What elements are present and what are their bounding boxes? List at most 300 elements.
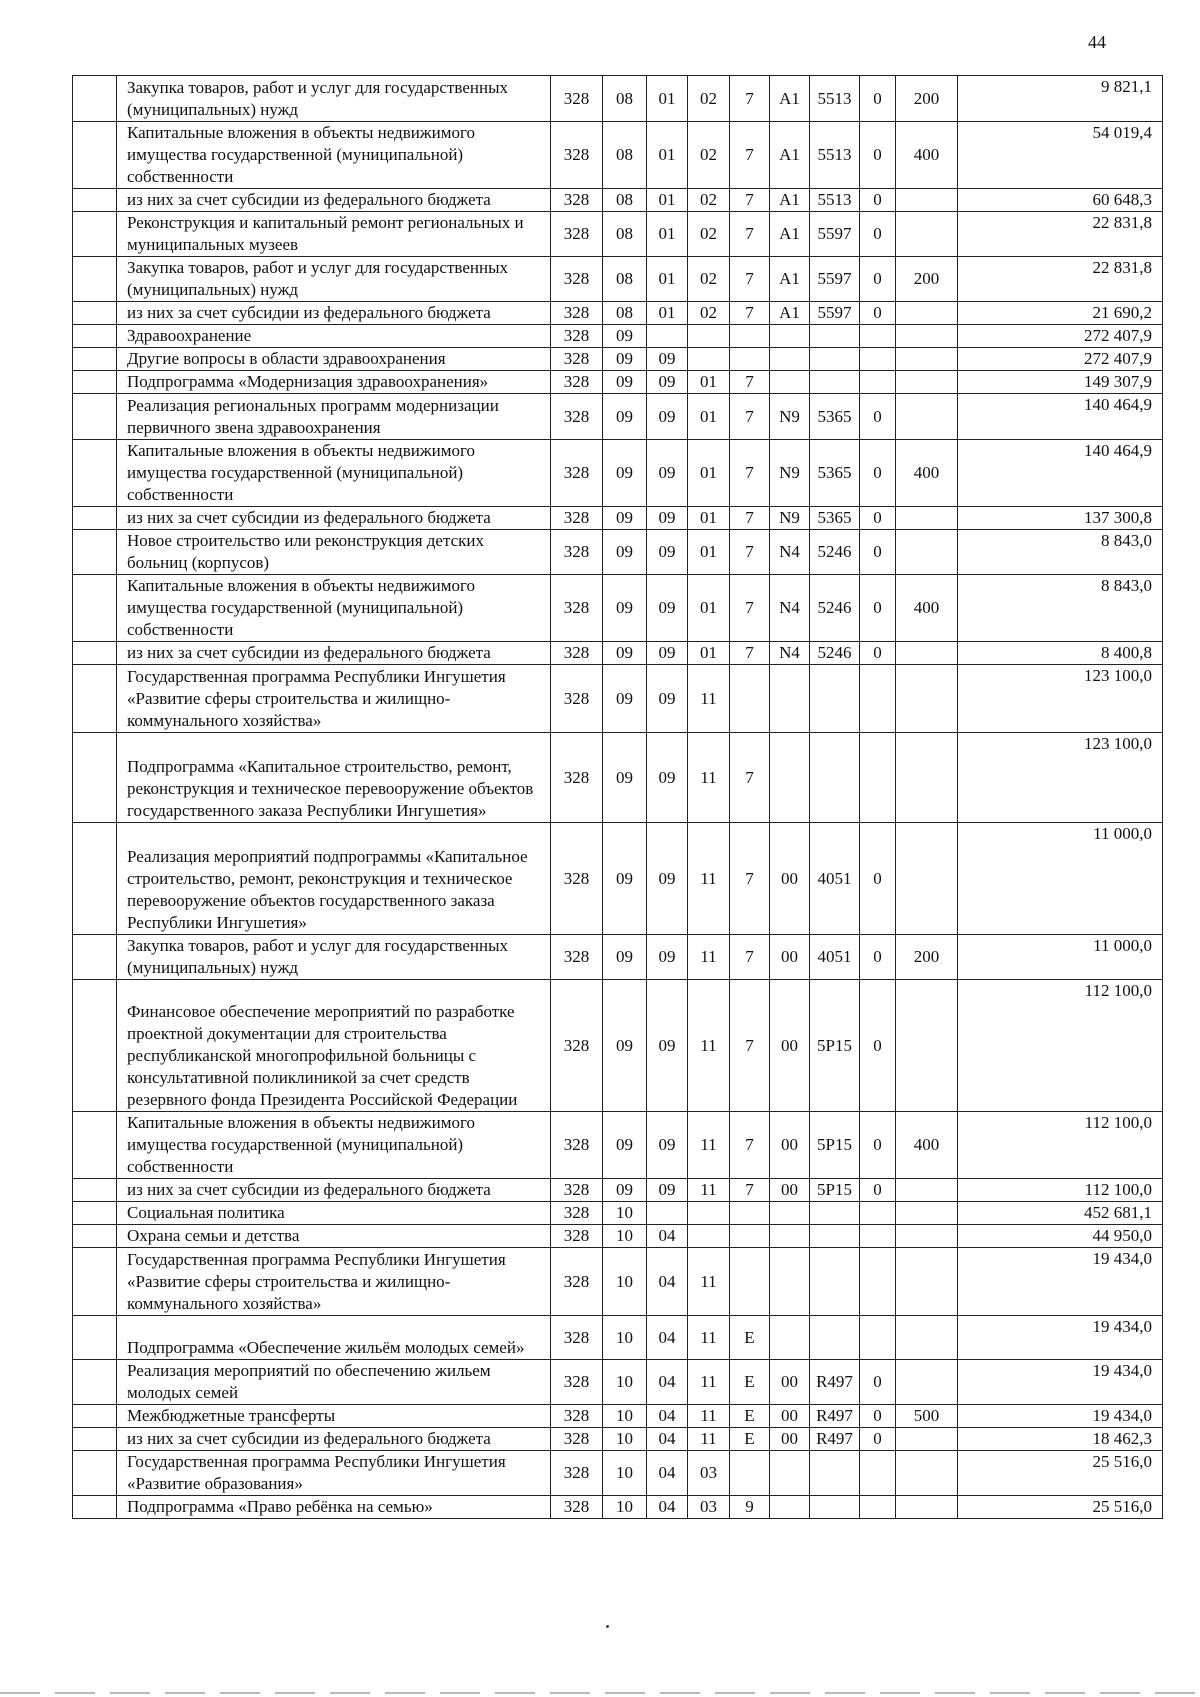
item-name-cell: Здравоохранение [117, 325, 551, 348]
amount-cell: 137 300,8 [958, 507, 1163, 530]
expense-type-code-cell: 500 [896, 1405, 958, 1428]
blank-cell [73, 733, 117, 823]
expense-code-cell: 5597 [810, 302, 860, 325]
subsection-code-cell: 09 [647, 440, 688, 507]
amount-cell: 19 434,0 [958, 1316, 1163, 1360]
kind-code-cell: 0 [860, 440, 896, 507]
section-code-cell: 09 [603, 980, 647, 1112]
subsection-code-cell: 09 [647, 371, 688, 394]
expense-type-code-cell [896, 1360, 958, 1405]
expense-type-code-cell [896, 348, 958, 371]
subsection-code-cell: 09 [647, 507, 688, 530]
section-code-cell: 09 [603, 1179, 647, 1202]
subprogram-code-cell: 7 [730, 980, 770, 1112]
page-number: 44 [1088, 32, 1106, 52]
admin-code-cell: 328 [551, 1428, 603, 1451]
subprogram-code-cell [730, 348, 770, 371]
item-name-cell: Подпрограмма «Модернизация здравоохранения» [117, 371, 551, 394]
amount-cell: 140 464,9 [958, 440, 1163, 507]
expense-type-code-cell [896, 371, 958, 394]
direction-code-cell: А1 [770, 302, 810, 325]
kind-code-cell: 0 [860, 507, 896, 530]
program-code-cell [688, 1225, 730, 1248]
blank-cell [73, 935, 117, 980]
section-code-cell: 09 [603, 733, 647, 823]
amount-cell: 54 019,4 [958, 122, 1163, 189]
blank-cell [73, 302, 117, 325]
direction-code-cell [770, 1316, 810, 1360]
table-row [73, 1405, 1163, 1428]
amount-cell: 112 100,0 [958, 1112, 1163, 1179]
table-row [73, 665, 1163, 733]
admin-code-cell: 328 [551, 212, 603, 257]
item-name-cell: Капитальные вложения в объекты недвижимого имущества государственной (муниципальной) собственности [117, 122, 551, 189]
kind-code-cell: 0 [860, 1360, 896, 1405]
program-code-cell [688, 1202, 730, 1225]
blank-cell [73, 575, 117, 642]
expense-code-cell [810, 1496, 860, 1519]
admin-code-cell: 328 [551, 302, 603, 325]
section-code-cell: 10 [603, 1405, 647, 1428]
scan-edge-line [0, 1692, 1200, 1694]
program-code-cell [688, 348, 730, 371]
kind-code-cell: 0 [860, 530, 896, 575]
blank-cell [73, 1405, 117, 1428]
subprogram-code-cell [730, 665, 770, 733]
table-row [73, 189, 1163, 212]
direction-code-cell: 00 [770, 1112, 810, 1179]
subsection-code-cell: 01 [647, 257, 688, 302]
subprogram-code-cell: 7 [730, 122, 770, 189]
amount-cell: 8 400,8 [958, 642, 1163, 665]
blank-cell [73, 1179, 117, 1202]
program-code-cell: 11 [688, 1112, 730, 1179]
item-name-cell: Закупка товаров, работ и услуг для государственных (муниципальных) нужд [117, 76, 551, 122]
program-code-cell: 01 [688, 575, 730, 642]
admin-code-cell: 328 [551, 1316, 603, 1360]
expense-code-cell: 5365 [810, 440, 860, 507]
blank-cell [73, 212, 117, 257]
subsection-code-cell: 09 [647, 394, 688, 440]
section-code-cell: 09 [603, 394, 647, 440]
subsection-code-cell: 09 [647, 642, 688, 665]
expense-code-cell: 5365 [810, 394, 860, 440]
table-row [73, 212, 1163, 257]
program-code-cell: 01 [688, 530, 730, 575]
subprogram-code-cell: Е [730, 1428, 770, 1451]
program-code-cell: 11 [688, 980, 730, 1112]
expense-code-cell: 4051 [810, 935, 860, 980]
admin-code-cell: 328 [551, 980, 603, 1112]
direction-code-cell: 00 [770, 1428, 810, 1451]
amount-cell: 272 407,9 [958, 348, 1163, 371]
admin-code-cell: 328 [551, 665, 603, 733]
program-code-cell: 11 [688, 665, 730, 733]
amount-cell: 8 843,0 [958, 575, 1163, 642]
item-name-cell: Капитальные вложения в объекты недвижимого имущества государственной (муниципальной) собственности [117, 1112, 551, 1179]
program-code-cell: 11 [688, 1360, 730, 1405]
kind-code-cell [860, 1316, 896, 1360]
amount-cell: 8 843,0 [958, 530, 1163, 575]
direction-code-cell [770, 1496, 810, 1519]
budget-table [72, 75, 1163, 1519]
blank-cell [73, 1202, 117, 1225]
expense-code-cell: 5513 [810, 76, 860, 122]
table-row [73, 348, 1163, 371]
program-code-cell: 11 [688, 935, 730, 980]
item-name-cell: Реализация мероприятий по обеспечению жильем молодых семей [117, 1360, 551, 1405]
subprogram-code-cell: 7 [730, 1112, 770, 1179]
blank-cell [73, 325, 117, 348]
admin-code-cell: 328 [551, 76, 603, 122]
item-name-cell: Реконструкция и капитальный ремонт региональных и муниципальных музеев [117, 212, 551, 257]
expense-code-cell [810, 325, 860, 348]
section-code-cell: 09 [603, 575, 647, 642]
program-code-cell: 11 [688, 1405, 730, 1428]
expense-code-cell: R497 [810, 1405, 860, 1428]
admin-code-cell: 328 [551, 1451, 603, 1496]
program-code-cell: 11 [688, 733, 730, 823]
expense-type-code-cell [896, 1202, 958, 1225]
admin-code-cell: 328 [551, 1202, 603, 1225]
subprogram-code-cell [730, 1225, 770, 1248]
direction-code-cell [770, 1202, 810, 1225]
table-row [73, 1360, 1163, 1405]
blank-cell [73, 348, 117, 371]
direction-code-cell: N9 [770, 507, 810, 530]
expense-code-cell [810, 1316, 860, 1360]
program-code-cell: 02 [688, 257, 730, 302]
program-code-cell: 01 [688, 371, 730, 394]
kind-code-cell [860, 1248, 896, 1316]
admin-code-cell: 328 [551, 1179, 603, 1202]
program-code-cell: 02 [688, 302, 730, 325]
blank-cell [73, 122, 117, 189]
section-code-cell: 09 [603, 935, 647, 980]
kind-code-cell [860, 1225, 896, 1248]
expense-code-cell [810, 348, 860, 371]
section-code-cell: 08 [603, 76, 647, 122]
amount-cell: 25 516,0 [958, 1496, 1163, 1519]
kind-code-cell: 0 [860, 575, 896, 642]
direction-code-cell: А1 [770, 212, 810, 257]
expense-type-code-cell [896, 733, 958, 823]
subsection-code-cell: 04 [647, 1428, 688, 1451]
blank-cell [73, 189, 117, 212]
program-code-cell: 11 [688, 1179, 730, 1202]
admin-code-cell: 328 [551, 440, 603, 507]
direction-code-cell [770, 325, 810, 348]
subprogram-code-cell: Е [730, 1316, 770, 1360]
kind-code-cell [860, 1202, 896, 1225]
subprogram-code-cell [730, 1451, 770, 1496]
admin-code-cell: 328 [551, 507, 603, 530]
expense-type-code-cell [896, 1225, 958, 1248]
program-code-cell: 02 [688, 76, 730, 122]
direction-code-cell: 00 [770, 1360, 810, 1405]
kind-code-cell [860, 665, 896, 733]
admin-code-cell: 328 [551, 325, 603, 348]
program-code-cell: 11 [688, 1248, 730, 1316]
subprogram-code-cell: 7 [730, 440, 770, 507]
item-name-cell: Капитальные вложения в объекты недвижимого имущества государственной (муниципальной) собственности [117, 575, 551, 642]
expense-type-code-cell: 400 [896, 440, 958, 507]
program-code-cell: 02 [688, 122, 730, 189]
blank-cell [73, 1496, 117, 1519]
admin-code-cell: 328 [551, 1225, 603, 1248]
admin-code-cell: 328 [551, 1248, 603, 1316]
subprogram-code-cell: 9 [730, 1496, 770, 1519]
expense-code-cell: 5597 [810, 257, 860, 302]
expense-code-cell [810, 1225, 860, 1248]
section-code-cell: 09 [603, 530, 647, 575]
item-name-cell: Реализация региональных программ модернизации первичного звена здравоохранения [117, 394, 551, 440]
subprogram-code-cell: 7 [730, 189, 770, 212]
subsection-code-cell: 09 [647, 1179, 688, 1202]
expense-code-cell: 5513 [810, 189, 860, 212]
subsection-code-cell: 01 [647, 122, 688, 189]
amount-cell: 19 434,0 [958, 1405, 1163, 1428]
direction-code-cell: 00 [770, 935, 810, 980]
admin-code-cell: 328 [551, 575, 603, 642]
item-name-cell: Новое строительство или реконструкция детских больниц (корпусов) [117, 530, 551, 575]
subsection-code-cell: 01 [647, 189, 688, 212]
section-code-cell: 08 [603, 122, 647, 189]
direction-code-cell: N4 [770, 530, 810, 575]
subsection-code-cell: 09 [647, 980, 688, 1112]
item-name-cell: Другие вопросы в области здравоохранения [117, 348, 551, 371]
section-code-cell: 09 [603, 348, 647, 371]
subprogram-code-cell: 7 [730, 76, 770, 122]
subprogram-code-cell: 7 [730, 394, 770, 440]
item-name-cell: Государственная программа Республики Ингушетия «Развитие образования» [117, 1451, 551, 1496]
section-code-cell: 10 [603, 1360, 647, 1405]
expense-code-cell: 5513 [810, 122, 860, 189]
expense-type-code-cell [896, 1496, 958, 1519]
subsection-code-cell: 04 [647, 1451, 688, 1496]
expense-type-code-cell [896, 642, 958, 665]
section-code-cell: 09 [603, 665, 647, 733]
expense-code-cell: 5365 [810, 507, 860, 530]
table-row [73, 325, 1163, 348]
table-row [73, 733, 1163, 823]
expense-type-code-cell [896, 302, 958, 325]
admin-code-cell: 328 [551, 371, 603, 394]
amount-cell: 19 434,0 [958, 1248, 1163, 1316]
table-row [73, 1496, 1163, 1519]
admin-code-cell: 328 [551, 530, 603, 575]
item-name-cell: Охрана семьи и детства [117, 1225, 551, 1248]
direction-code-cell: А1 [770, 189, 810, 212]
admin-code-cell: 328 [551, 1405, 603, 1428]
blank-cell [73, 76, 117, 122]
item-name-cell: Социальная политика [117, 1202, 551, 1225]
table-row [73, 823, 1163, 935]
table-row [73, 1451, 1163, 1496]
direction-code-cell: А1 [770, 76, 810, 122]
table-row [73, 1225, 1163, 1248]
subprogram-code-cell: 7 [730, 575, 770, 642]
item-name-cell: из них за счет субсидии из федерального бюджета [117, 642, 551, 665]
expense-code-cell: 5597 [810, 212, 860, 257]
expense-type-code-cell [896, 980, 958, 1112]
kind-code-cell [860, 1451, 896, 1496]
expense-type-code-cell [896, 1248, 958, 1316]
direction-code-cell: N9 [770, 440, 810, 507]
item-name-cell: из них за счет субсидии из федерального бюджета [117, 1428, 551, 1451]
kind-code-cell: 0 [860, 189, 896, 212]
subprogram-code-cell [730, 325, 770, 348]
subsection-code-cell: 09 [647, 823, 688, 935]
kind-code-cell: 0 [860, 212, 896, 257]
amount-cell: 140 464,9 [958, 394, 1163, 440]
kind-code-cell [860, 371, 896, 394]
admin-code-cell: 328 [551, 733, 603, 823]
subprogram-code-cell: 7 [730, 371, 770, 394]
item-name-cell: Государственная программа Республики Ингушетия «Развитие сферы строительства и жилищно-коммунального хозяйства» [117, 1248, 551, 1316]
section-code-cell: 08 [603, 212, 647, 257]
subprogram-code-cell [730, 1202, 770, 1225]
subprogram-code-cell: 7 [730, 212, 770, 257]
amount-cell: 60 648,3 [958, 189, 1163, 212]
table-body [73, 76, 1163, 1519]
subprogram-code-cell: 7 [730, 935, 770, 980]
amount-cell: 21 690,2 [958, 302, 1163, 325]
subsection-code-cell [647, 325, 688, 348]
amount-cell: 123 100,0 [958, 665, 1163, 733]
table-row [73, 371, 1163, 394]
section-code-cell: 09 [603, 325, 647, 348]
amount-cell: 19 434,0 [958, 1360, 1163, 1405]
subsection-code-cell: 04 [647, 1225, 688, 1248]
section-code-cell: 09 [603, 1112, 647, 1179]
program-code-cell: 01 [688, 440, 730, 507]
expense-code-cell: 5Р15 [810, 980, 860, 1112]
blank-cell [73, 530, 117, 575]
amount-cell: 112 100,0 [958, 1179, 1163, 1202]
admin-code-cell: 328 [551, 1112, 603, 1179]
table-row [73, 1112, 1163, 1179]
admin-code-cell: 328 [551, 348, 603, 371]
subsection-code-cell [647, 1202, 688, 1225]
table-row [73, 575, 1163, 642]
table-row [73, 1316, 1163, 1360]
section-code-cell: 10 [603, 1225, 647, 1248]
program-code-cell: 02 [688, 212, 730, 257]
item-name-cell: из них за счет субсидии из федерального бюджета [117, 189, 551, 212]
section-code-cell: 09 [603, 371, 647, 394]
expense-code-cell: 5246 [810, 530, 860, 575]
direction-code-cell [770, 1451, 810, 1496]
admin-code-cell: 328 [551, 935, 603, 980]
direction-code-cell: N9 [770, 394, 810, 440]
section-code-cell: 10 [603, 1496, 647, 1519]
subsection-code-cell: 09 [647, 733, 688, 823]
item-name-cell: Межбюджетные трансферты [117, 1405, 551, 1428]
budget-table-container [72, 75, 1162, 1519]
table-row [73, 1428, 1163, 1451]
blank-cell [73, 823, 117, 935]
subsection-code-cell: 04 [647, 1316, 688, 1360]
subprogram-code-cell: 7 [730, 733, 770, 823]
amount-cell: 18 462,3 [958, 1428, 1163, 1451]
subsection-code-cell: 01 [647, 76, 688, 122]
amount-cell: 272 407,9 [958, 325, 1163, 348]
program-code-cell: 01 [688, 394, 730, 440]
expense-code-cell: R497 [810, 1428, 860, 1451]
direction-code-cell: 00 [770, 823, 810, 935]
expense-type-code-cell [896, 1428, 958, 1451]
section-code-cell: 09 [603, 642, 647, 665]
direction-code-cell: А1 [770, 257, 810, 302]
blank-cell [73, 1225, 117, 1248]
direction-code-cell: N4 [770, 575, 810, 642]
item-name-cell: из них за счет субсидии из федерального бюджета [117, 1179, 551, 1202]
kind-code-cell [860, 1496, 896, 1519]
expense-type-code-cell [896, 507, 958, 530]
section-code-cell: 10 [603, 1248, 647, 1316]
subsection-code-cell: 01 [647, 212, 688, 257]
blank-cell [73, 1112, 117, 1179]
table-row [73, 302, 1163, 325]
admin-code-cell: 328 [551, 1496, 603, 1519]
item-name-cell: Государственная программа Республики Ингушетия «Развитие сферы строительства и жилищно-коммунального хозяйства» [117, 665, 551, 733]
table-row [73, 1248, 1163, 1316]
admin-code-cell: 328 [551, 189, 603, 212]
expense-type-code-cell [896, 1316, 958, 1360]
item-name-cell: Закупка товаров, работ и услуг для государственных (муниципальных) нужд [117, 935, 551, 980]
subsection-code-cell: 09 [647, 1112, 688, 1179]
program-code-cell: 01 [688, 507, 730, 530]
admin-code-cell: 328 [551, 122, 603, 189]
expense-code-cell [810, 1248, 860, 1316]
expense-type-code-cell: 400 [896, 575, 958, 642]
amount-cell: 22 831,8 [958, 257, 1163, 302]
direction-code-cell [770, 348, 810, 371]
expense-type-code-cell [896, 325, 958, 348]
program-code-cell: 03 [688, 1496, 730, 1519]
subsection-code-cell: 01 [647, 302, 688, 325]
subprogram-code-cell: 7 [730, 302, 770, 325]
amount-cell: 22 831,8 [958, 212, 1163, 257]
subprogram-code-cell: Е [730, 1360, 770, 1405]
table-row [73, 122, 1163, 189]
section-code-cell: 10 [603, 1428, 647, 1451]
admin-code-cell: 328 [551, 642, 603, 665]
table-row [73, 76, 1163, 122]
program-code-cell [688, 325, 730, 348]
subprogram-code-cell: 7 [730, 642, 770, 665]
expense-type-code-cell: 200 [896, 257, 958, 302]
blank-cell [73, 642, 117, 665]
amount-cell: 9 821,1 [958, 76, 1163, 122]
blank-cell [73, 980, 117, 1112]
blank-cell [73, 1316, 117, 1360]
table-row [73, 394, 1163, 440]
subprogram-code-cell: 7 [730, 823, 770, 935]
section-code-cell: 08 [603, 302, 647, 325]
expense-code-cell [810, 371, 860, 394]
blank-cell [73, 507, 117, 530]
amount-cell: 123 100,0 [958, 733, 1163, 823]
expense-type-code-cell [896, 212, 958, 257]
kind-code-cell: 0 [860, 122, 896, 189]
direction-code-cell [770, 1248, 810, 1316]
subsection-code-cell: 09 [647, 530, 688, 575]
blank-cell [73, 394, 117, 440]
direction-code-cell: 00 [770, 1179, 810, 1202]
program-code-cell: 02 [688, 189, 730, 212]
